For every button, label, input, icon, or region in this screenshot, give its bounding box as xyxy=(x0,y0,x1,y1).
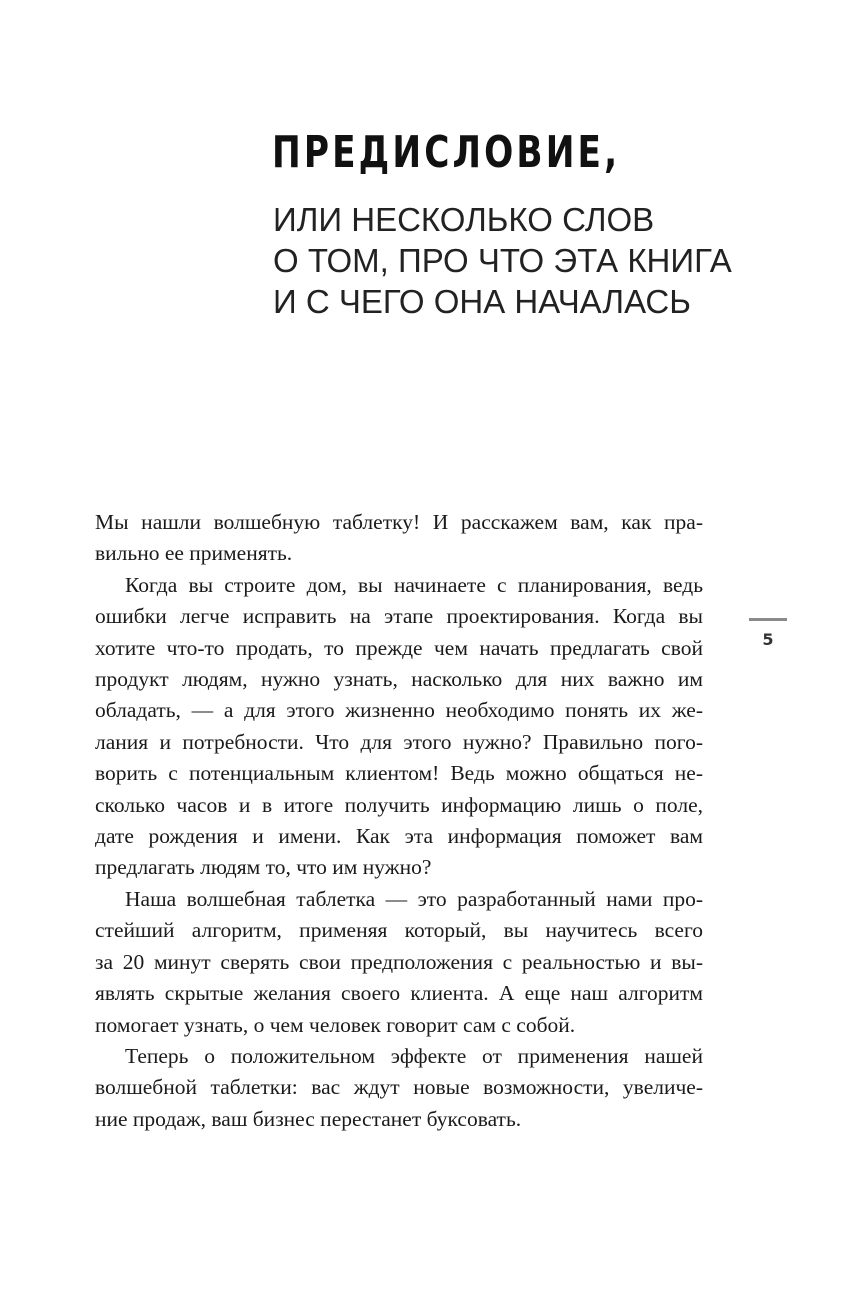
text-line: волшебной таблетки: вас ждут новые возможности, увеличе- xyxy=(95,1075,703,1100)
text-line: стейший алгоритм, применяя который, вы научитесь всего xyxy=(95,918,703,943)
text-line: Мы нашли волшебную таблетку! И расскажем вам, как пра- xyxy=(95,510,703,534)
text-line: дате рождения и имени. Как эта информация поможет вам xyxy=(95,824,703,849)
chapter-title: ПРЕДИСЛОВИЕ, xyxy=(272,127,621,178)
body-text xyxy=(95,507,703,1135)
text-line: сколько часов и в итоге получить информацию лишь о поле, xyxy=(95,792,703,817)
page-number-rule xyxy=(749,618,787,621)
text-line: помогает узнать, о чем человек говорит сам с собой. xyxy=(95,1012,576,1037)
text-line: Наша волшебная таблетка — это разработанный нами про- xyxy=(125,886,703,911)
subtitle-line: О ТОМ, ПРО ЧТО ЭТА КНИГА xyxy=(273,242,732,279)
text-line: хотите что-то продать, то прежде чем начать предлагать свой xyxy=(95,635,703,660)
text-line: ошибки легче исправить на этапе проектирования. Когда вы xyxy=(95,604,703,629)
text-line: ворить с потенциальным клиентом! Ведь можно общаться не- xyxy=(95,761,703,786)
text-line: вильно ее применять. xyxy=(95,541,293,566)
text-line: лания и потребности. Что для этого нужно? Правильно пого- xyxy=(95,729,703,754)
text-line: Когда вы строите дом, вы начинаете с планирования, ведь xyxy=(125,572,703,597)
subtitle-line: ИЛИ НЕСКОЛЬКО СЛОВ xyxy=(273,201,655,238)
text-line: являть скрытые желания своего клиента. А еще наш алгоритм xyxy=(95,981,703,1006)
subtitle-line: И С ЧЕГО ОНА НАЧАЛАСЬ xyxy=(273,283,691,320)
chapter-subtitle xyxy=(273,199,732,322)
text-line: ние продаж, ваш бизнес перестанет буксовать. xyxy=(95,1106,522,1131)
text-line: предлагать людям то, что им нужно? xyxy=(95,855,432,880)
text-line: Теперь о положительном эффекте от применения нашей xyxy=(125,1043,703,1068)
text-line: продукт людям, нужно узнать, насколько для них важно им xyxy=(95,667,703,692)
page-number: 5 xyxy=(762,630,774,649)
page-marker xyxy=(749,618,787,649)
text-line: обладать, — а для этого жизненно необходимо понять их же- xyxy=(95,698,703,723)
text-line: за 20 минут сверять свои предположения с реальностью и вы- xyxy=(95,949,703,974)
